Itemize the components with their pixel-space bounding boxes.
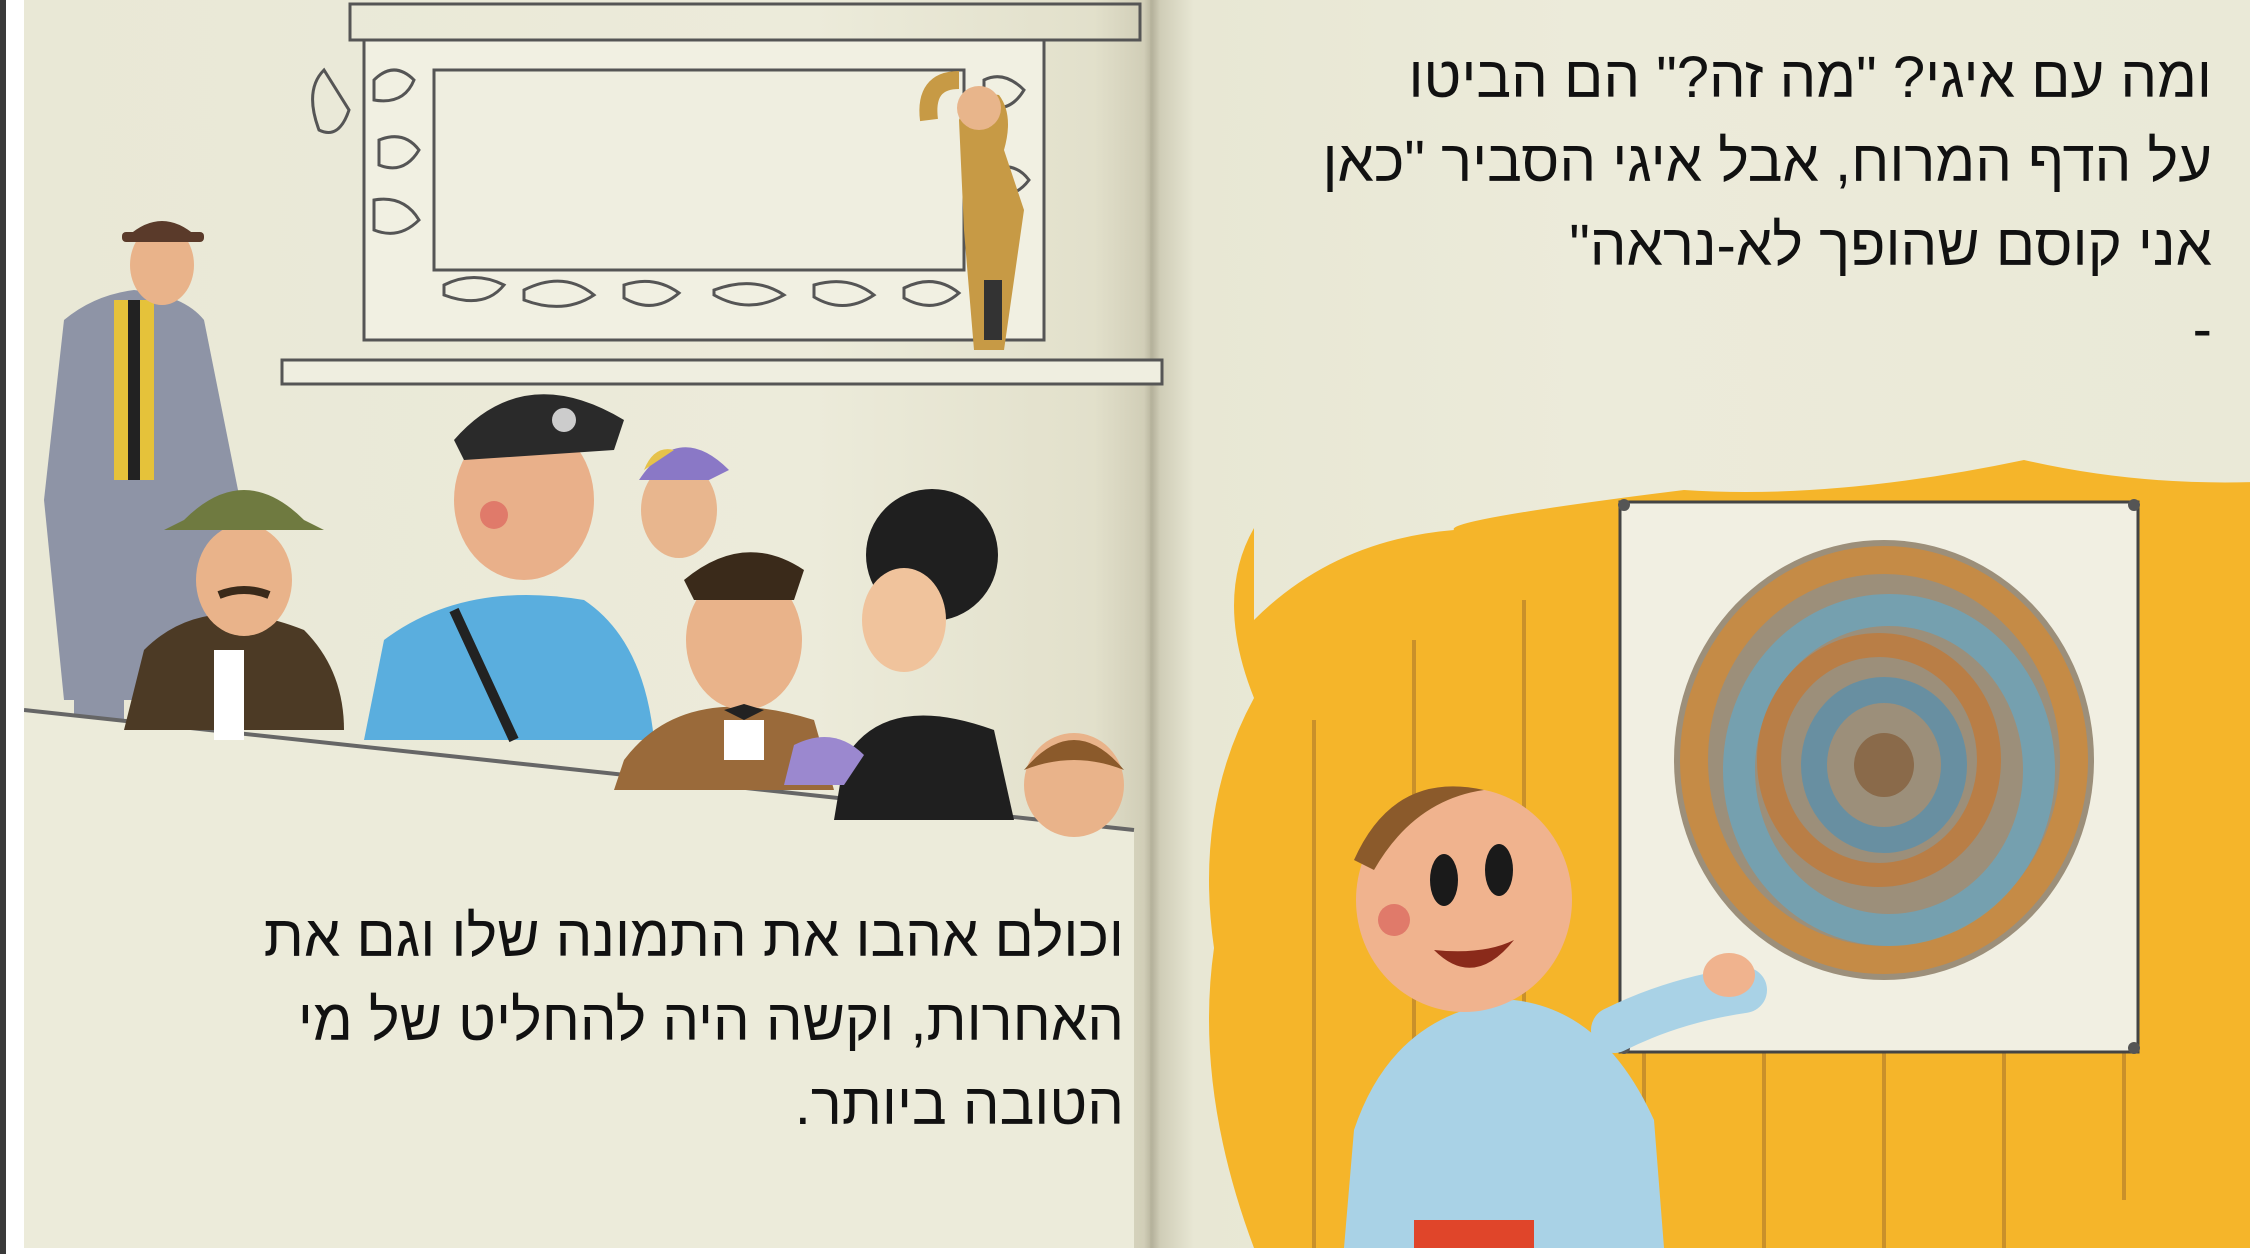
left-text-line-2: האחרות, וקשה היה להחליט של מי <box>297 988 1124 1053</box>
left-text-line-3: הטובה ביותר. <box>794 1072 1124 1137</box>
stone-frame-picture <box>282 4 1162 384</box>
book-spread <box>24 0 2250 1248</box>
right-page-text <box>1152 36 2212 372</box>
right-text-line-1: ומה עם איגי? "מה זה?" הם הביטו <box>1408 45 2212 110</box>
right-text-line-4: - <box>2192 297 2212 362</box>
left-page-text <box>144 895 1124 1147</box>
right-text-line-3: אני קוסם שהופך לא-נראה" <box>1569 213 2212 278</box>
window-left-border <box>0 0 6 1254</box>
smudge-painting <box>1674 540 2094 980</box>
woman-purple-hat <box>639 447 729 558</box>
left-text-line-1: וכולם אהבו את התמונה שלו וגם את <box>263 904 1124 969</box>
boy-and-painting <box>1209 460 2250 1248</box>
dark-haired-woman <box>784 489 1014 820</box>
policeman <box>364 394 654 740</box>
right-text-line-2: על הדף המרוח, אבל איגי הסביר "כאן <box>1322 129 2212 194</box>
child-peeking <box>1024 733 1124 837</box>
